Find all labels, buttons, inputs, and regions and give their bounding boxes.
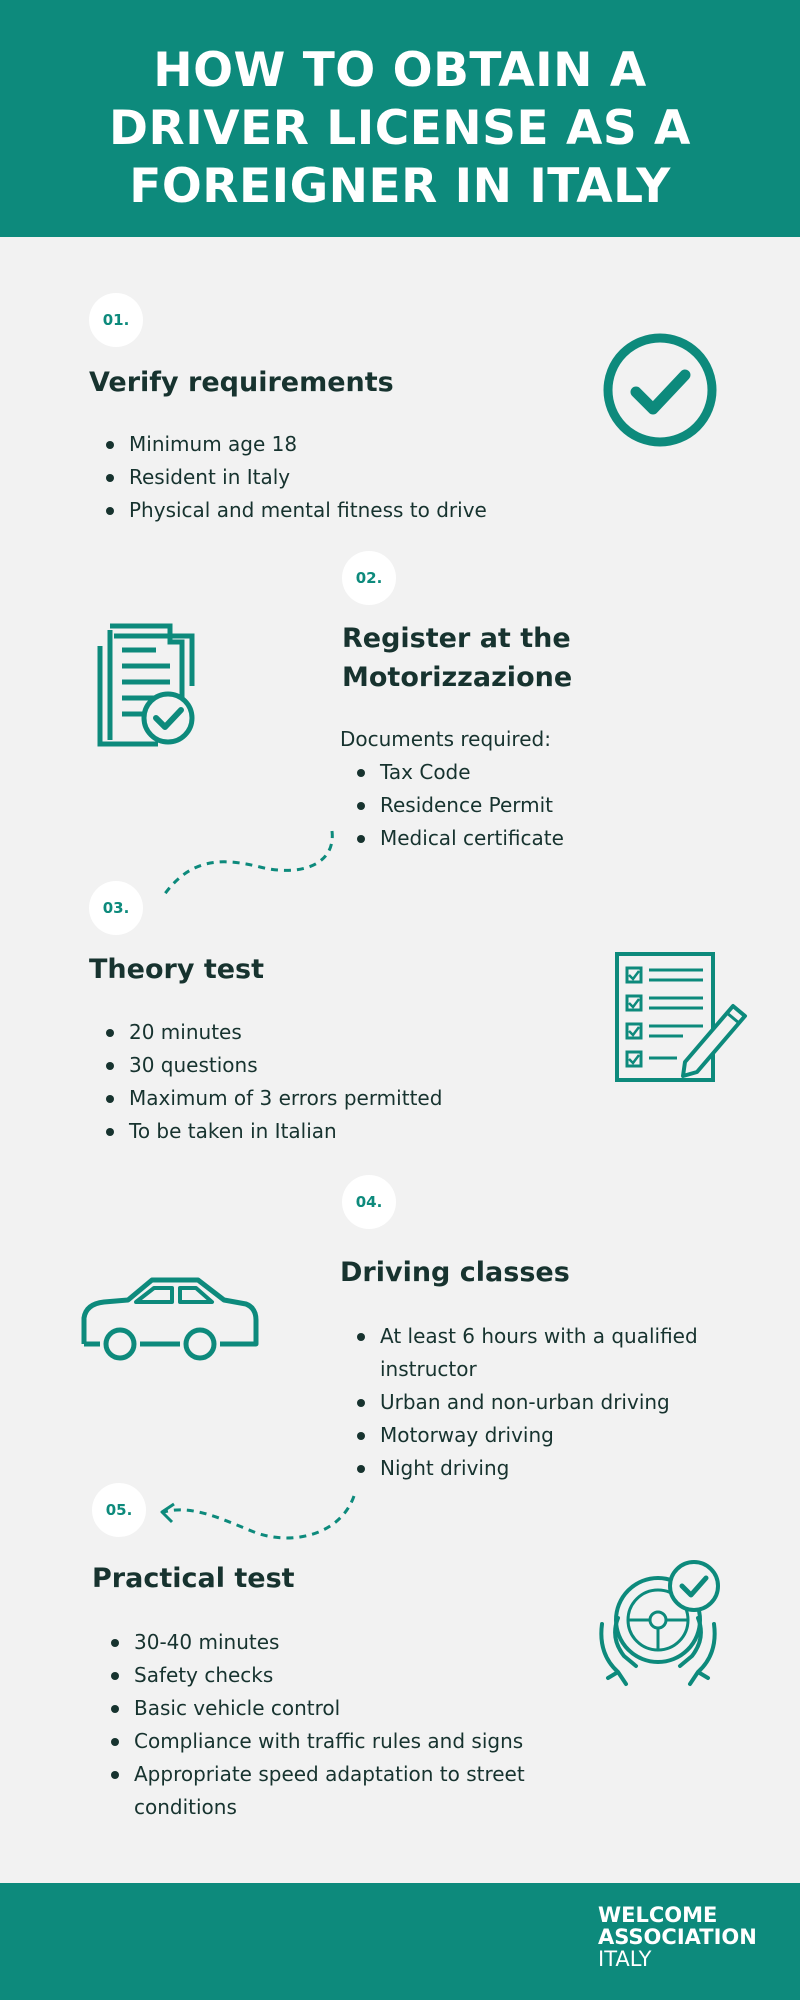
- step-2-number: 02.: [342, 551, 396, 605]
- dashed-connector-arrow-1: [150, 825, 340, 909]
- list-item: Maximum of 3 errors permitted: [101, 1082, 541, 1115]
- step-4-number: 04.: [342, 1175, 396, 1229]
- list-item: 30-40 minutes: [106, 1626, 536, 1659]
- list-item: To be taken in Italian: [101, 1115, 541, 1148]
- step-3-title: Theory test: [89, 954, 265, 985]
- document-check-icon: [86, 622, 202, 752]
- car-icon: [80, 1274, 260, 1368]
- step-1-title: Verify requirements: [89, 367, 394, 398]
- brand-line-2: ASSOCIATION: [598, 1925, 757, 1949]
- list-item: Appropriate speed adaptation to street conditions: [106, 1758, 536, 1824]
- step-2-list: [352, 756, 652, 855]
- list-item: 20 minutes: [101, 1016, 541, 1049]
- brand-logo: [598, 1904, 757, 1970]
- step-3-number: 03.: [89, 881, 143, 935]
- step-2-title-line-1: Register at the: [342, 623, 571, 654]
- title-line-3: FOREIGNER IN ITALY: [129, 159, 671, 214]
- step-5-number: 05.: [92, 1483, 146, 1537]
- list-item: Basic vehicle control: [106, 1692, 536, 1725]
- title-line-1: HOW TO OBTAIN A: [153, 43, 647, 98]
- step-1-list: [101, 428, 541, 527]
- list-item: Urban and non-urban driving: [352, 1386, 752, 1419]
- brand-line-1: WELCOME: [598, 1903, 718, 1927]
- step-5-title: Practical test: [92, 1563, 295, 1594]
- brand-line-3: ITALY: [598, 1947, 652, 1971]
- list-item: Compliance with traffic rules and signs: [106, 1725, 536, 1758]
- steering-wheel-check-icon: [596, 1558, 736, 1692]
- list-item: 30 questions: [101, 1049, 541, 1082]
- checklist-pencil-icon: [613, 950, 753, 1090]
- list-item: Tax Code: [352, 756, 652, 789]
- list-item: Minimum age 18: [101, 428, 541, 461]
- list-item: Night driving: [352, 1452, 752, 1485]
- list-item: Physical and mental fitness to drive: [101, 494, 541, 527]
- step-2-title-line-2: Motorizzazione: [342, 662, 573, 693]
- list-item: At least 6 hours with a qualified instructor: [352, 1320, 752, 1386]
- step-5-list: [106, 1626, 536, 1824]
- list-item: Motorway driving: [352, 1419, 752, 1452]
- step-2-intro: Documents required:: [340, 727, 551, 751]
- checkmark-circle-icon: [602, 332, 718, 452]
- step-3-list: [101, 1016, 541, 1148]
- step-1-number: 01.: [89, 293, 143, 347]
- page-title: [0, 42, 800, 216]
- step-4-title: Driving classes: [340, 1257, 570, 1288]
- list-item: Residence Permit: [352, 789, 652, 822]
- list-item: Medical certificate: [352, 822, 652, 855]
- step-4-list: [352, 1320, 752, 1485]
- list-item: Safety checks: [106, 1659, 536, 1692]
- list-item: Resident in Italy: [101, 461, 541, 494]
- title-line-2: DRIVER LICENSE AS A: [109, 101, 691, 156]
